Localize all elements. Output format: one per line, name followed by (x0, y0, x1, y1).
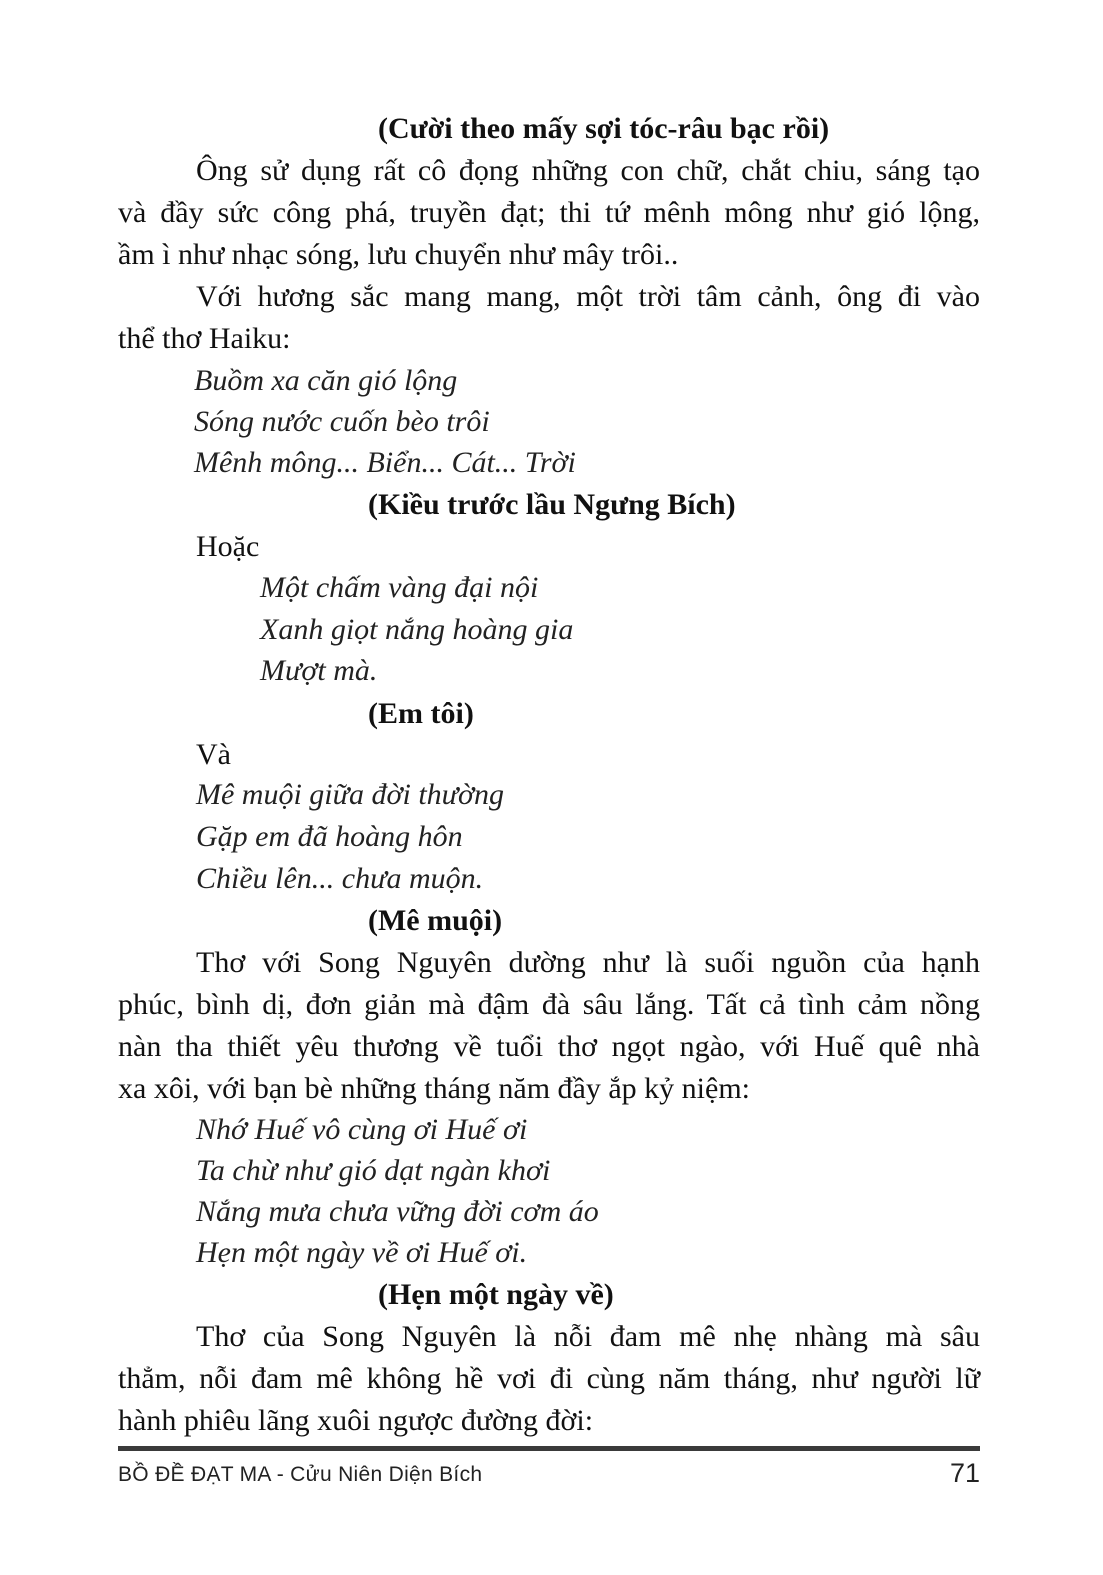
paragraph-line: thẳm, nỗi đam mê không hề vơi đi cùng năm tháng, như người lữ (118, 1362, 980, 1395)
poem-caption: (Cười theo mấy sợi tóc-râu bạc rồi) (378, 112, 830, 145)
verse-line: Nhớ Huế vô cùng ơi Huế ơi (196, 1113, 528, 1146)
paragraph-line: thể thơ Haiku: (118, 322, 291, 355)
paragraph-line: xa xôi, với bạn bè những tháng năm đầy ắp kỷ niệm: (118, 1072, 750, 1105)
verse-line: Gặp em đã hoàng hôn (196, 820, 463, 853)
verse-line: Chiều lên... chưa muộn. (196, 862, 484, 895)
verse-line: Một chấm vàng đại nội (260, 571, 539, 604)
paragraph-line: hành phiêu lãng xuôi ngược đường đời: (118, 1404, 594, 1437)
paragraph-line: Thơ của Song Nguyên là nỗi đam mê nhẹ nhàng mà sâu (196, 1320, 980, 1353)
verse-line: Ta chừ như gió dạt ngàn khơi (196, 1154, 551, 1187)
verse-line: Buồm xa căn gió lộng (194, 364, 458, 397)
verse-line: Mượt mà. (260, 654, 378, 687)
verse-line: Xanh giọt nắng hoàng gia (260, 613, 574, 646)
verse-line: Mênh mông... Biển... Cát... Trời (194, 446, 576, 479)
paragraph-line: Ông sử dụng rất cô đọng những con chữ, chắt chiu, sáng tạo (196, 154, 980, 187)
verse-line: Sóng nước cuốn bèo trôi (194, 405, 490, 438)
paragraph-line: ầm ì như nhạc sóng, lưu chuyển như mây trôi.. (118, 238, 679, 271)
poem-caption: (Kiều trước lầu Ngưng Bích) (368, 488, 736, 521)
verse-line: Nắng mưa chưa vững đời cơm áo (196, 1195, 599, 1228)
paragraph-line: nàn tha thiết yêu thương về tuổi thơ ngọt ngào, với Huế quê nhà (118, 1030, 980, 1063)
connector-word: Hoặc (196, 530, 260, 563)
poem-caption: (Mê muội) (368, 904, 503, 937)
paragraph-line: Với hương sắc mang mang, một trời tâm cảnh, ông đi vào (196, 280, 980, 313)
paragraph-line: và đầy sức công phá, truyền đạt; thi tứ mênh mông như gió lộng, (118, 196, 980, 229)
verse-line: Mê muội giữa đời thường (196, 778, 505, 811)
verse-line: Hẹn một ngày về ơi Huế ơi. (196, 1236, 528, 1269)
footer-rule (118, 1446, 980, 1451)
poem-caption: (Em tôi) (368, 697, 474, 730)
paragraph-line: phúc, bình dị, đơn giản mà đậm đà sâu lắng. Tất cả tình cảm nồng (118, 988, 980, 1021)
paragraph-line: Thơ với Song Nguyên dường như là suối nguồn của hạnh (196, 946, 980, 979)
page-number: 71 (949, 1458, 980, 1488)
connector-word: Và (196, 738, 231, 771)
running-title: BỒ ĐỀ ĐẠT MA - Cửu Niên Diện Bích (118, 1463, 483, 1486)
poem-caption: (Hẹn một ngày về) (378, 1278, 614, 1311)
